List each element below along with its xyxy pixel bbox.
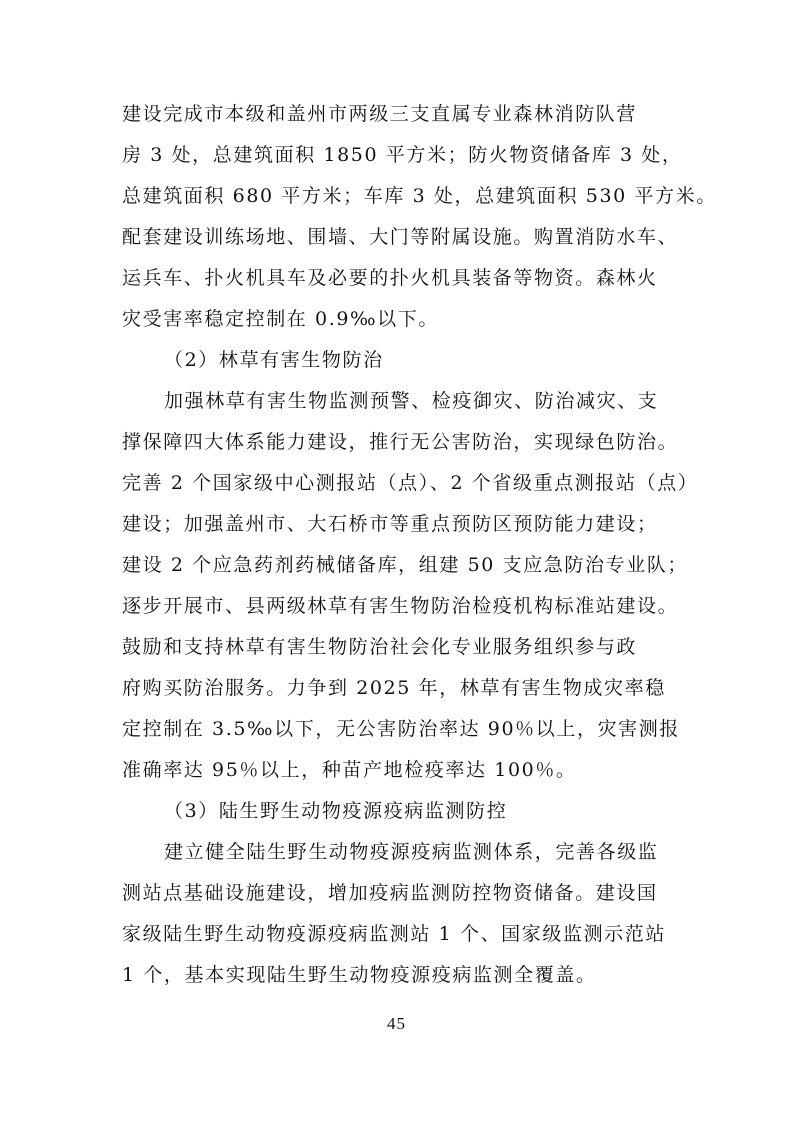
- paragraph-line: 逐步开展市、县两级林草有害生物防治检疫机构标准站建设。: [122, 595, 679, 617]
- body-text: [122, 94, 717, 996]
- paragraph-line: 府购买防治服务。力争到 2025 年，林草有害生物成灾率稳: [122, 677, 666, 699]
- paragraph-line: 房 3 处，总建筑面积 1850 平方米；防火物资储备库 3 处，: [122, 144, 683, 166]
- paragraph-line: 配套建设训练场地、围墙、大门等附属设施。购置消防水车、: [122, 226, 679, 248]
- paragraph-line: 灾受害率稳定控制在 0.9‰以下。: [122, 308, 439, 330]
- paragraph-line: 总建筑面积 680 平方米；车库 3 处，总建筑面积 530 平方米。: [122, 185, 717, 207]
- section-heading-pest-control: （2）林草有害生物防治: [164, 349, 384, 371]
- paragraph-first-line: 加强林草有害生物监测预警、检疫御灾、防治减灾、支: [164, 390, 659, 412]
- paragraph-line: 建设完成市本级和盖州市两级三支直属专业森林消防队营: [122, 103, 638, 125]
- paragraph-line: 1 个，基本实现陆生野生动物疫源疫病监测全覆盖。: [122, 964, 597, 986]
- paragraph-line: 撑保障四大体系能力建设，推行无公害防治，实现绿色防治。: [122, 431, 679, 453]
- paragraph-line: 家级陆生野生动物疫源疫病监测站 1 个、国家级监测示范站: [122, 923, 666, 945]
- paragraph-line: 准确率达 95％以上，种苗产地检疫率达 100％。: [122, 759, 577, 781]
- page-number: 45: [387, 1014, 406, 1033]
- paragraph-line: 定控制在 3.5‰以下，无公害防治率达 90％以上，灾害测报: [122, 718, 680, 740]
- paragraph-first-line: 建立健全陆生野生动物疫源疫病监测体系，完善各级监: [164, 841, 659, 863]
- paragraph-line: 鼓励和支持林草有害生物防治社会化专业服务组织参与政: [122, 636, 638, 658]
- paragraph-line: 测站点基础设施建设，增加疫病监测防控物资储备。建设国: [122, 882, 658, 904]
- paragraph-line: 运兵车、扑火机具车及必要的扑火机具装备等物资。森林火: [122, 267, 658, 289]
- paragraph-line: 完善 2 个国家级中心测报站（点）、2 个省级重点测报站（点）: [122, 472, 699, 494]
- paragraph-line: 建设；加强盖州市、大石桥市等重点预防区预防能力建设；: [122, 513, 658, 535]
- paragraph-line: 建设 2 个应急药剂药械储备库，组建 50 支应急防治专业队；: [122, 554, 689, 576]
- section-heading-wildlife-disease: （3）陆生野生动物疫源疫病监测防控: [164, 800, 508, 822]
